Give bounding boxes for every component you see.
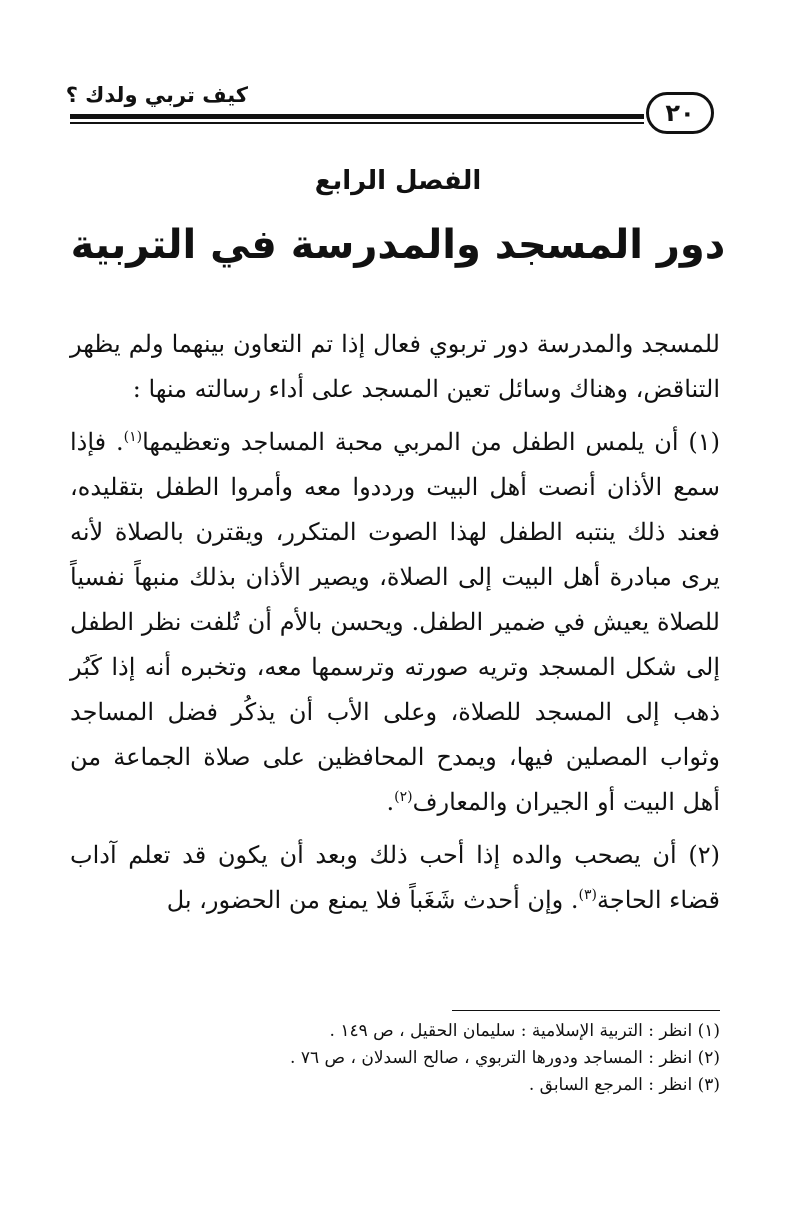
chapter-label: الفصل الرابع bbox=[314, 166, 482, 196]
paragraph-item-2 bbox=[70, 833, 720, 923]
footnote-3: (٣) انظر : المرجع السابق . bbox=[528, 1075, 720, 1095]
item-2-text: (٢) أن يصحب والده إذا أحب ذلك وبعد أن يكون قد تعلم آداب قضاء الحاجة bbox=[70, 841, 720, 914]
footnote-separator bbox=[452, 1010, 720, 1011]
footnote-ref-3: (٣) bbox=[578, 887, 597, 903]
footnotes bbox=[70, 1018, 720, 1099]
footnote-ref-2: (٢) bbox=[394, 789, 413, 805]
header-rule bbox=[70, 114, 644, 119]
header-rule-thin bbox=[70, 122, 644, 124]
chapter-title: دور المسجد والمدرسة في التربية bbox=[70, 222, 726, 268]
item-1-end: . bbox=[386, 788, 395, 816]
item-2-continuation: . وإن أحدث شَغَباً فلا يمنع من الحضور، بل bbox=[166, 886, 579, 914]
running-title: كيف تربي ولدك ؟ bbox=[65, 83, 248, 107]
item-1-continuation: . فإذا سمع الأذان أنصت أهل البيت ورددوا معه وأمروا الطفل بتقليده، فعند ذلك ينتبه الطفل لهذا الصوت المتكرر، ويقترن بالصلاة لأنه يرى مبادرة أهل البيت إلى الصلاة، ويصير الأذان بذلك منبهاً نفسياً للصلاة يعيش في ضمير الطفل. ويحسن بالأم أن تُلفت نظر الطفل إلى شكل المسجد وتريه صورته وترسمها معه، وتخبره أنه إذا كَبُر ذهب إلى المسجد للصلاة، وعلى الأب أن يذكُر فضل المساجد وثواب المصلين فيها، ويمدح المحافظين على صلاة الجماعة من أهل البيت أو الجيران والمعارف bbox=[70, 428, 721, 816]
footnote-2: (٢) انظر : المساجد ودورها التربوي ، صالح السدلان ، ص ٧٦ . bbox=[290, 1048, 720, 1068]
body-text bbox=[70, 322, 720, 923]
paragraph-item-1 bbox=[70, 420, 720, 825]
intro-paragraph: للمسجد والمدرسة دور تربوي فعال إذا تم التعاون بينهما ولم يظهر التناقض، وهناك وسائل تعين المسجد على أداء رسالته منها : bbox=[70, 330, 720, 403]
footnote-1: (١) انظر : التربية الإسلامية : سليمان الحقيل ، ص ١٤٩ . bbox=[329, 1021, 720, 1041]
item-1-text: (١) أن يلمس الطفل من المربي محبة المساجد وتعظيمها bbox=[142, 428, 720, 456]
footnote-ref-1: (١) bbox=[123, 429, 143, 445]
page-number: ٢٠ bbox=[646, 92, 714, 134]
